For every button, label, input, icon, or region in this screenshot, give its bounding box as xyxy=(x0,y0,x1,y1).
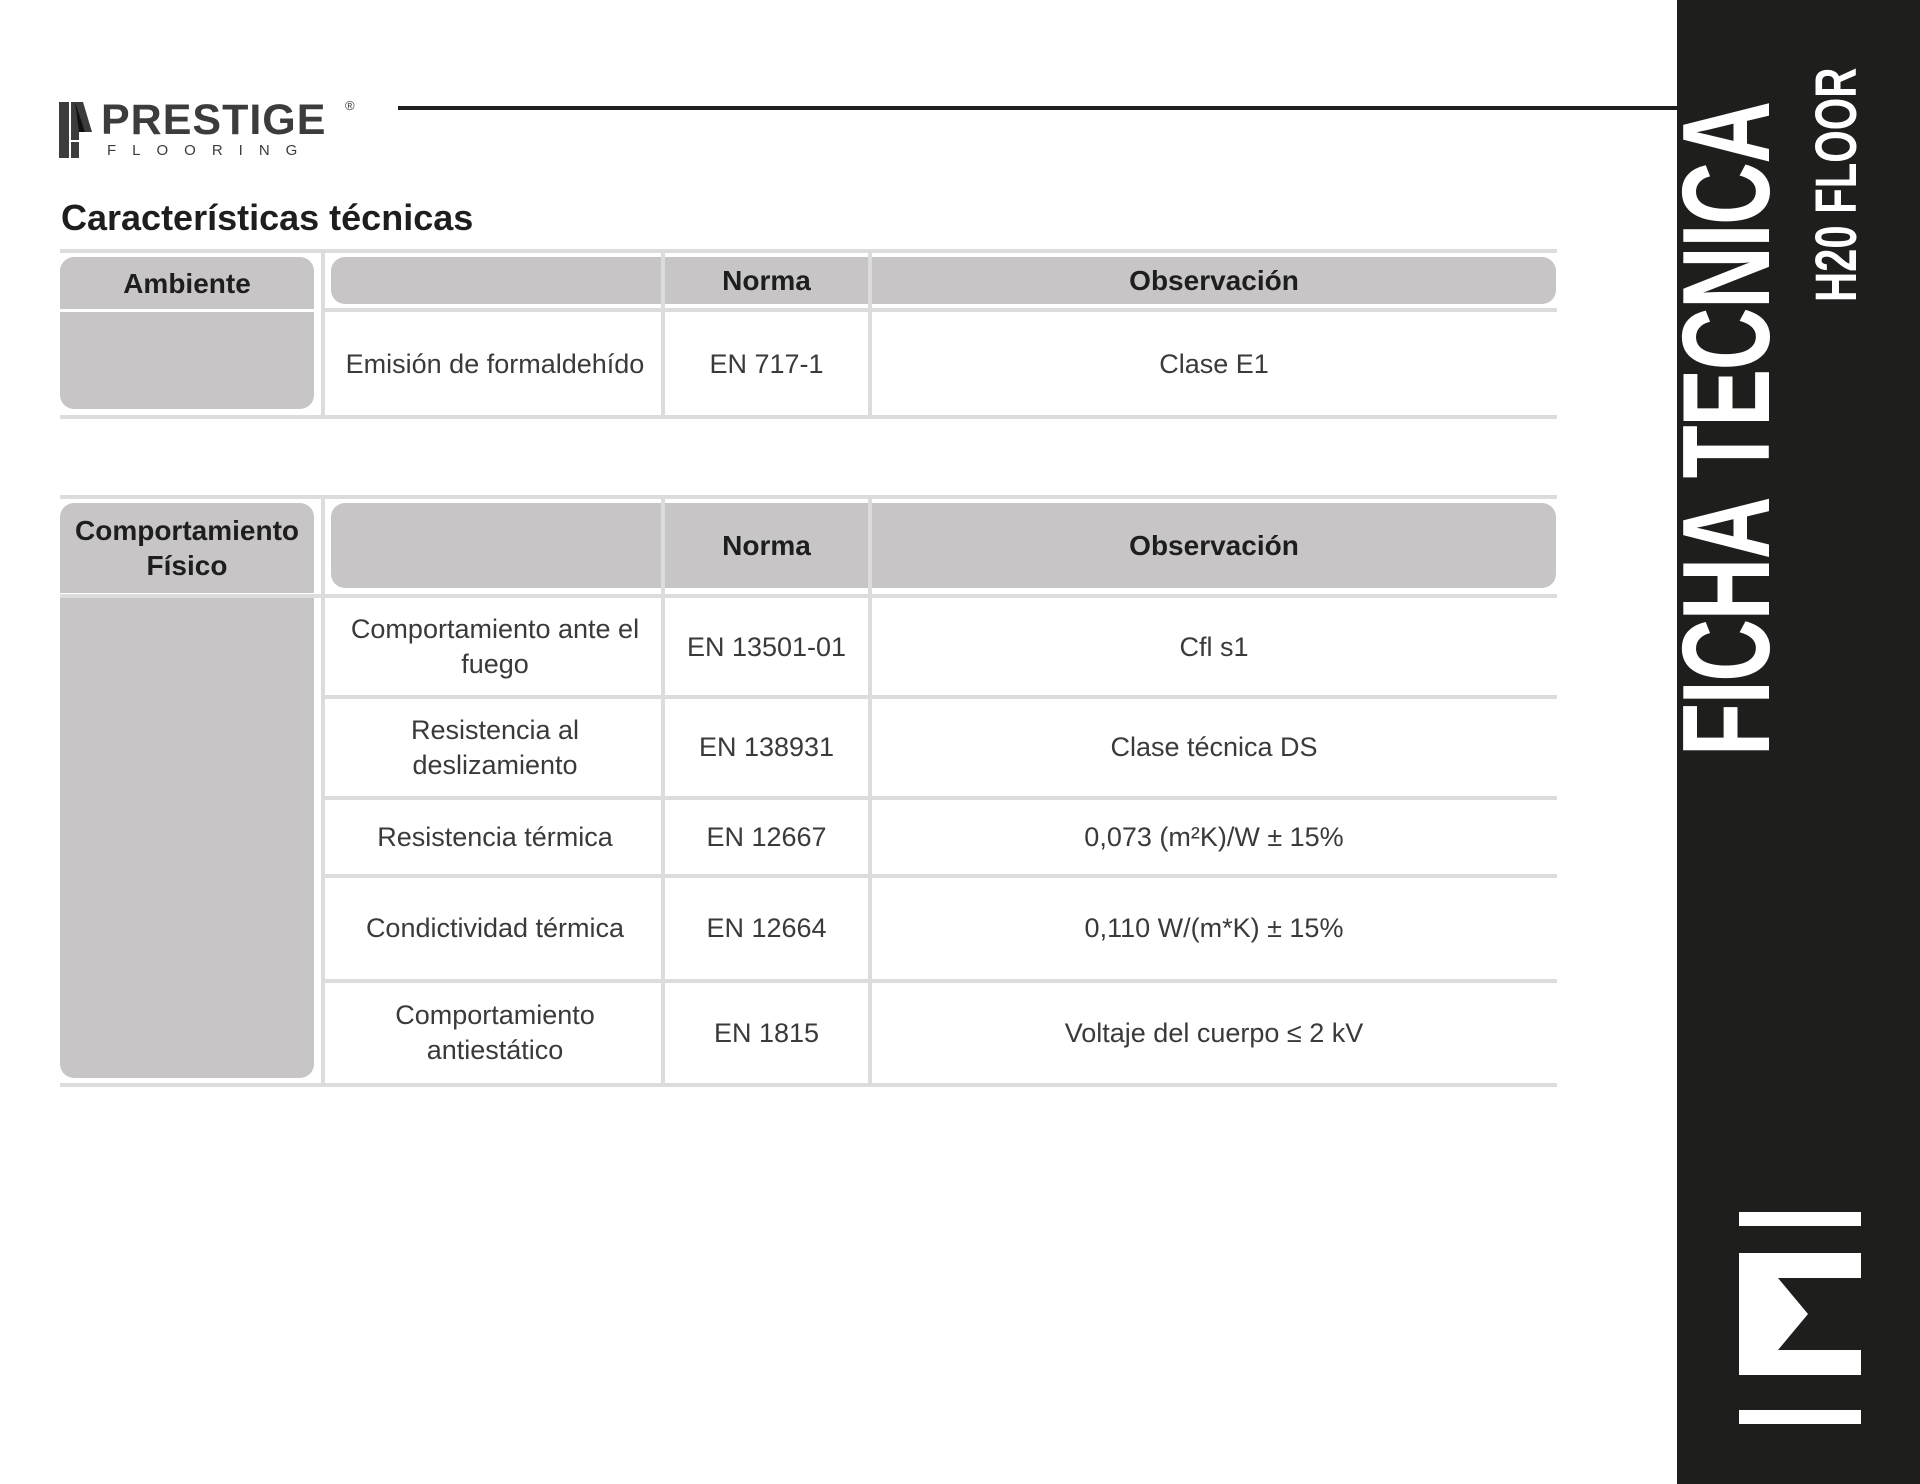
norma-cell: EN 717-1 xyxy=(709,348,824,379)
section-label: Comportamiento Físico xyxy=(60,503,314,593)
observacion-cell: Voltaje del cuerpo ≤ 2 kV xyxy=(1064,1017,1364,1048)
logo-mark-icon xyxy=(59,102,93,158)
m-logo-icon xyxy=(1739,1212,1861,1424)
property-cell: Emisión de formaldehído xyxy=(345,348,645,379)
brand-name: PRESTIGE xyxy=(101,96,327,144)
header-blank xyxy=(331,257,661,304)
property-cell: Comportamiento ante el fuego xyxy=(350,614,640,679)
norma-cell: EN 13501-01 xyxy=(686,631,847,662)
sidebar-product: H20 FLOOR xyxy=(1804,67,1869,303)
sidebar-heading: FICHA TÉCNICA xyxy=(1658,102,1796,756)
observacion-cell: 0,110 W/(m*K) ± 15% xyxy=(1084,912,1344,943)
observacion-cell: Clase E1 xyxy=(1159,348,1269,379)
brand-registered: ® xyxy=(345,98,355,113)
observacion-cell: Clase técnica DS xyxy=(1110,732,1318,762)
norma-cell: EN 12664 xyxy=(706,912,827,943)
property-cell: Resistencia térmica xyxy=(377,821,613,852)
page-title: Características técnicas xyxy=(61,197,474,238)
m-logo xyxy=(1739,1212,1861,1424)
norma-cell: EN 1815 xyxy=(713,1017,820,1048)
section-cell xyxy=(60,598,314,1078)
property-cell: Resistencia al deslizamiento xyxy=(410,714,580,780)
header-observacion: Observación xyxy=(872,503,1556,588)
property-cell: Condictividad térmica xyxy=(365,912,625,943)
header-observacion: Observación xyxy=(872,257,1556,304)
section-label: Ambiente xyxy=(60,257,314,309)
observacion-cell: Cfl s1 xyxy=(1179,631,1249,662)
observacion-cell: 0,073 (m²K)/W ± 15% xyxy=(1084,821,1344,852)
header-norma: Norma xyxy=(665,503,868,588)
header-rule xyxy=(398,106,1678,110)
header-norma: Norma xyxy=(665,257,868,304)
norma-cell: EN 12667 xyxy=(706,821,827,852)
norma-cell: EN 138931 xyxy=(698,732,835,762)
brand-logo xyxy=(59,96,359,160)
section-cell xyxy=(60,312,314,409)
header-blank xyxy=(331,503,661,588)
property-cell: Comportamiento antiestático xyxy=(395,1000,595,1065)
brand-sub: FLOORING xyxy=(107,142,314,159)
